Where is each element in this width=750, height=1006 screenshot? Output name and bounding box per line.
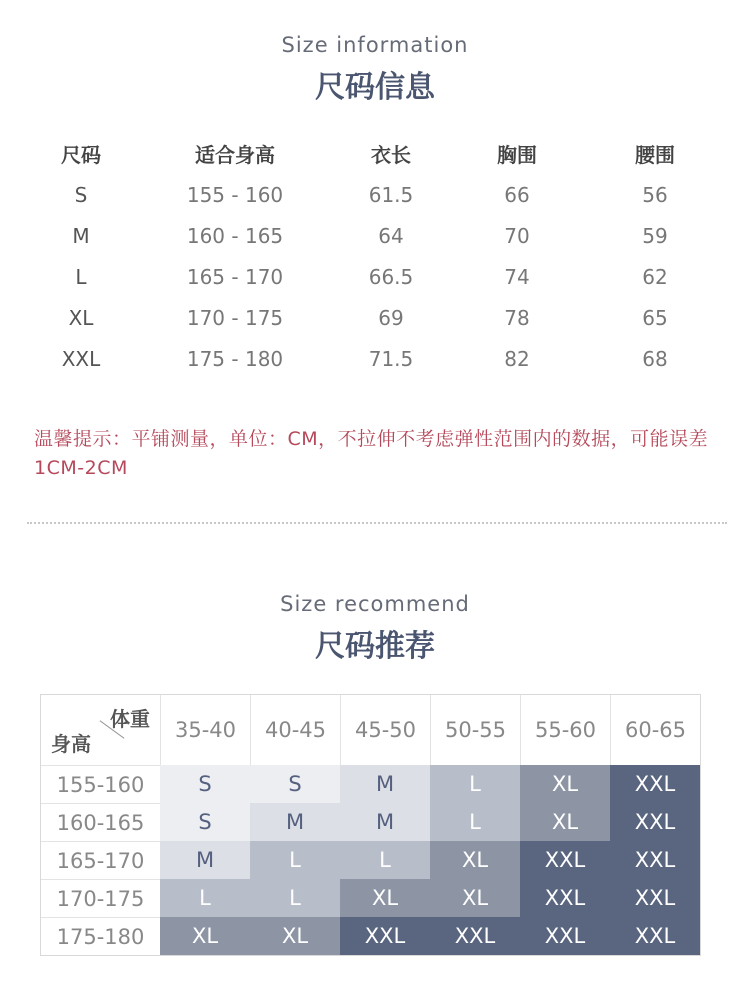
size-cell: M <box>340 803 430 841</box>
height-row-label: 170-175 <box>41 879 160 917</box>
size-cell: XXL <box>610 917 700 955</box>
cell-chest: 70 <box>504 223 530 248</box>
recommend-en-title: Size recommend <box>280 592 470 616</box>
weight-column-header: 50-55 <box>430 695 520 765</box>
cell-length: 64 <box>378 223 404 248</box>
size-cell: XXL <box>340 917 430 955</box>
corner-weight-label: 体重 <box>110 707 150 731</box>
recommend-row <box>41 917 700 955</box>
cell-size: L <box>75 264 87 289</box>
size-cell: XXL <box>610 803 700 841</box>
cell-height: 160 - 165 <box>186 223 284 248</box>
header-size: 尺码 <box>61 143 101 167</box>
weight-column-header: 45-50 <box>340 695 430 765</box>
size-cell: XXL <box>520 879 610 917</box>
size-cell: XL <box>430 841 520 879</box>
recommend-cn-title: 尺码推荐 <box>315 629 435 664</box>
size-cell: S <box>160 803 250 841</box>
height-row-label: 175-180 <box>41 917 160 955</box>
cell-waist: 56 <box>642 182 668 207</box>
height-row-label: 165-170 <box>41 841 160 879</box>
recommend-row <box>41 879 700 917</box>
size-info-header-row <box>24 133 736 174</box>
size-cell: S <box>160 765 250 803</box>
weight-column-header: 55-60 <box>520 695 610 765</box>
size-cell: XXL <box>520 841 610 879</box>
corner-height-label: 身高 <box>51 732 91 756</box>
size-info-body <box>24 174 736 379</box>
size-cell: XXL <box>610 841 700 879</box>
size-cell: L <box>160 879 250 917</box>
weight-column-header: 40-45 <box>250 695 340 765</box>
corner-cell <box>41 695 160 765</box>
size-cell: XXL <box>520 917 610 955</box>
cell-size: XL <box>68 305 94 330</box>
cell-size: M <box>72 223 90 248</box>
size-cell: S <box>250 765 340 803</box>
size-cell: M <box>160 841 250 879</box>
size-cell: XXL <box>430 917 520 955</box>
size-cell: XXL <box>610 879 700 917</box>
cell-waist: 59 <box>642 223 668 248</box>
header-length: 衣长 <box>371 143 411 167</box>
size-recommend-grid <box>40 694 701 956</box>
size-cell: XL <box>340 879 430 917</box>
size-info-row <box>24 256 736 297</box>
size-info-row <box>24 338 736 379</box>
cell-length: 66.5 <box>368 264 414 289</box>
size-info-row <box>24 215 736 256</box>
cell-chest: 74 <box>504 264 530 289</box>
size-cell: XL <box>520 803 610 841</box>
size-cell: XL <box>160 917 250 955</box>
size-cell: L <box>430 765 520 803</box>
size-info-row <box>24 297 736 338</box>
header-chest: 胸围 <box>497 143 537 167</box>
cell-waist: 65 <box>642 305 668 330</box>
size-cell: XXL <box>610 765 700 803</box>
size-cell: XL <box>250 917 340 955</box>
size-info-table <box>24 133 736 379</box>
size-info-row <box>24 174 736 215</box>
cell-height: 155 - 160 <box>186 182 284 207</box>
header-height: 适合身高 <box>195 143 275 167</box>
cell-height: 175 - 180 <box>186 346 284 371</box>
size-cell: L <box>430 803 520 841</box>
height-row-label: 155-160 <box>41 765 160 803</box>
size-cell: M <box>250 803 340 841</box>
size-cell: L <box>340 841 430 879</box>
weight-column-header: 35-40 <box>160 695 250 765</box>
cell-length: 69 <box>378 305 404 330</box>
recommend-row <box>41 765 700 803</box>
size-info-en-title: Size information <box>281 33 469 57</box>
size-cell: XL <box>520 765 610 803</box>
size-info-cn-title: 尺码信息 <box>315 70 435 105</box>
header-waist: 腰围 <box>635 143 675 167</box>
cell-length: 61.5 <box>368 182 414 207</box>
measurement-tip: 温馨提示：平铺测量，单位：CM，不拉伸不考虑弹性范围内的数据，可能误差1CM-2CM <box>34 428 709 479</box>
recommend-row <box>41 803 700 841</box>
size-cell: XL <box>430 879 520 917</box>
cell-waist: 62 <box>642 264 668 289</box>
recommend-row <box>41 841 700 879</box>
cell-length: 71.5 <box>368 346 414 371</box>
section-divider <box>27 522 727 524</box>
size-cell: L <box>250 841 340 879</box>
weight-column-header: 60-65 <box>610 695 700 765</box>
cell-size: XXL <box>61 346 101 371</box>
cell-waist: 68 <box>642 346 668 371</box>
recommend-header-row <box>41 695 700 765</box>
size-cell: M <box>340 765 430 803</box>
size-cell: L <box>250 879 340 917</box>
cell-height: 165 - 170 <box>186 264 284 289</box>
cell-height: 170 - 175 <box>186 305 284 330</box>
cell-chest: 78 <box>504 305 530 330</box>
height-row-label: 160-165 <box>41 803 160 841</box>
cell-chest: 82 <box>504 346 530 371</box>
cell-chest: 66 <box>504 182 530 207</box>
cell-size: S <box>74 182 88 207</box>
